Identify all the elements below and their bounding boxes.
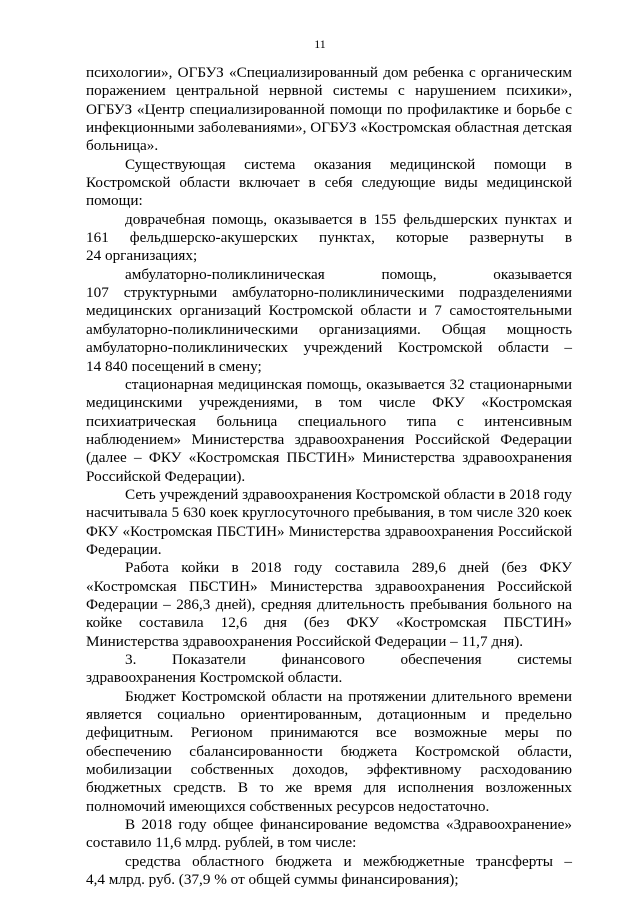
text-line: Российской Федерации). <box>86 467 246 485</box>
text-line: медицинскими учреждениями, в том числе ФКУ «Костромская <box>86 394 572 412</box>
text-line: Бюджет Костромской области на протяжении длительного времени <box>125 687 572 705</box>
text-line: 14 840 посещений в смену; <box>86 357 262 375</box>
text-line: (далее – ФКУ «Костромская ПБСТИН» Министерства здравоохранения <box>86 449 572 467</box>
text-line: 24 организациях; <box>86 247 198 265</box>
text-line: инфекционными заболеваниями», ОГБУЗ «Костромская областная детская <box>86 119 572 137</box>
text-line: дефицитным. Регионом принимаются все возможные меры по <box>86 724 572 742</box>
text-line: 4,4 млрд. руб. (37,9 % от общей суммы финансирования); <box>86 871 459 889</box>
text-line: 3. Показатели финансового обеспечения системы <box>125 651 572 668</box>
text-line: стационарная медицинская помощь, оказывается 32 стационарными <box>125 375 572 393</box>
text-line: поражением центральной нервной системы с нарушением психики», <box>86 82 572 100</box>
text-line: Сеть учреждений здравоохранения Костромской области в 2018 году <box>125 485 572 503</box>
text-line: В 2018 году общее финансирование ведомства «Здравоохранение» <box>125 816 572 834</box>
text-line: помощи: <box>86 192 143 210</box>
text-line: Министерства здравоохранения Российской Федерации – 11,7 дня). <box>86 632 524 650</box>
text-line: Работа койки в 2018 году составила 289,6 дней (без ФКУ <box>125 559 572 577</box>
text-line: психологии», ОГБУЗ «Специализированный дом ребенка с органическим <box>86 64 572 81</box>
text-line: мобилизации собственных доходов, эффективному расходованию <box>86 761 572 779</box>
text-line: Федерации. <box>86 540 162 558</box>
text-line: бюджетных средств. В то же время для исполнения возложенных <box>86 779 572 797</box>
text-line: амбулаторно-поликлиническая помощь, оказывается <box>125 265 572 283</box>
text-line: амбулаторно-поликлиническими организациями. Общая мощность <box>86 320 572 338</box>
page-number: 11 <box>314 37 326 51</box>
text-line: медицинских организаций Костромской области и 7 самостоятельными <box>86 302 572 320</box>
text-line: 161 фельдшерско-акушерских пунктах, которые развернуты в <box>86 229 572 247</box>
body-text <box>86 64 572 889</box>
text-line: полномочий имеющихся собственных ресурсов недостаточно. <box>86 797 490 815</box>
text-line: психиатрическая больница специального типа с интенсивным <box>86 412 572 430</box>
text-line: койке составила 12,6 дня (без ФКУ «Костромская ПБСТИН» <box>86 614 572 632</box>
text-line: здравоохранения Костромской области. <box>86 669 343 687</box>
text-line: больница». <box>86 137 159 155</box>
text-line: обеспечению сбалансированности бюджета Костромской области, <box>86 742 572 760</box>
text-line: ОГБУЗ «Центр специализированной помощи по профилактике и борьбе с <box>86 100 572 118</box>
text-line: 107 структурными амбулаторно-поликлиническими подразделениями <box>86 284 572 302</box>
text-line: амбулаторно-поликлинических учреждений Костромской области – <box>86 339 572 357</box>
text-line: составило 11,6 млрд. рублей, в том числе: <box>86 834 357 852</box>
text-line: Существующая система оказания медицинской помощи в <box>125 155 572 173</box>
text-line: средства областного бюджета и межбюджетные трансферты – <box>125 852 572 870</box>
text-line: ФКУ «Костромская ПБСТИН» Министерства здравоохранения Российской <box>86 523 572 540</box>
text-line: является социально ориентированным, дотационным и предельно <box>86 706 572 724</box>
text-line: доврачебная помощь, оказывается в 155 фельдшерских пунктах и <box>125 210 572 228</box>
text-line: Федерации – 286,3 дней), средняя длительность пребывания больного на <box>86 595 572 613</box>
text-line: наблюдением» Министерства здравоохранения Российской Федерации <box>86 430 572 448</box>
text-line: «Костромская ПБСТИН» Министерства здравоохранения Российской <box>86 577 572 595</box>
text-line: насчитывала 5 630 коек круглосуточного пребывания, в том числе 320 коек <box>86 505 572 522</box>
text-line: Костромской области включает в себя следующие виды медицинской <box>86 174 572 192</box>
